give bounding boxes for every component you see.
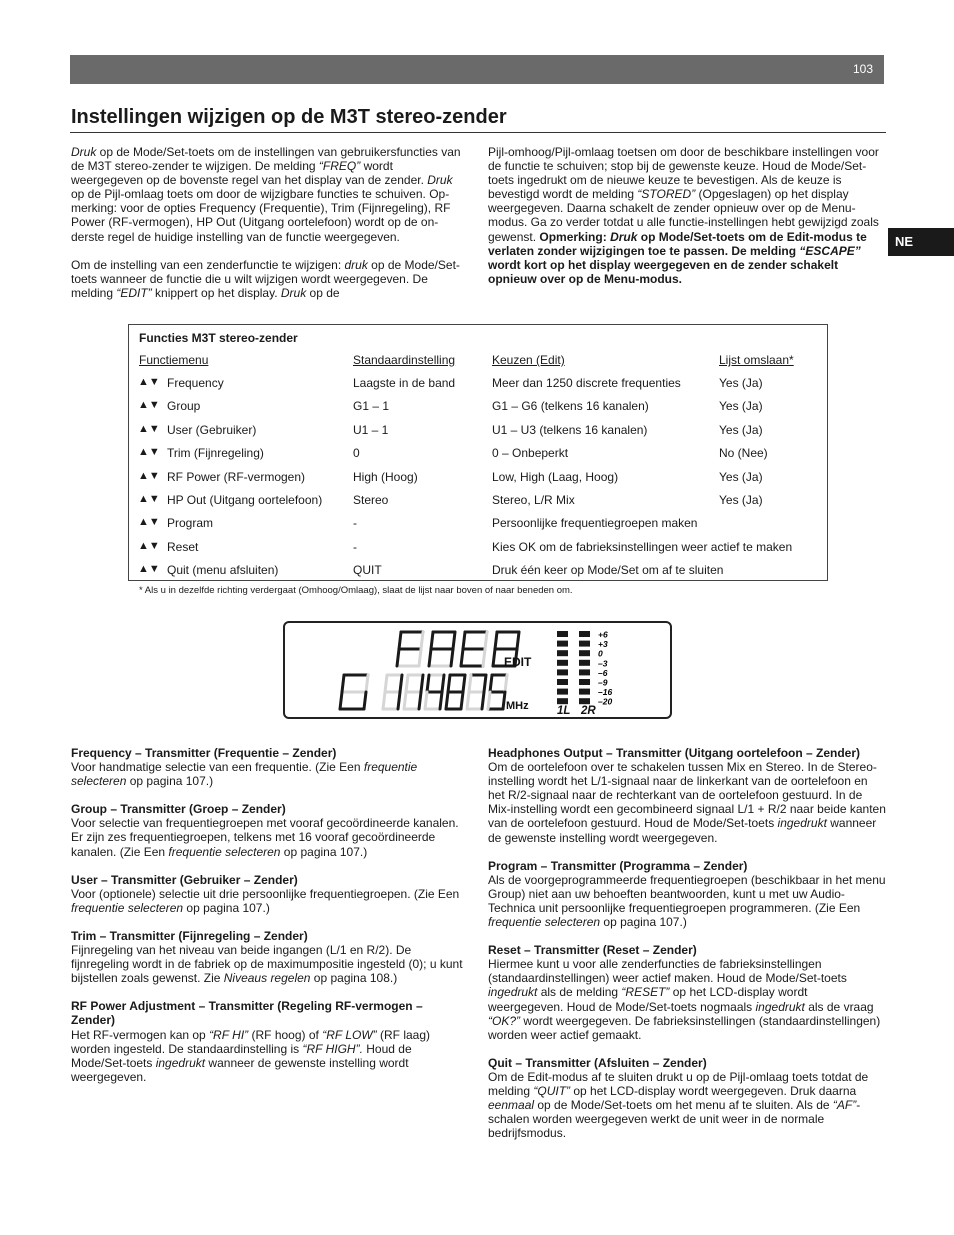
lcd-segment: [427, 675, 429, 692]
text-run: “FREQ”: [318, 159, 361, 174]
lcd-segment: [461, 649, 463, 666]
meter-segment: [557, 698, 568, 704]
header-bar: [70, 55, 884, 84]
text-run: op pagina 107.): [280, 844, 368, 859]
table-cell: Low, High (Laag, Hoog): [492, 469, 619, 484]
section-body: [71, 887, 466, 915]
table-cell: No (Nee): [719, 446, 768, 461]
text-run: ingedrukt: [755, 999, 805, 1014]
lcd-segment: [488, 692, 490, 709]
section-body: [71, 816, 466, 858]
intro-paragraph: [488, 145, 886, 286]
table-cell: Group: [167, 399, 201, 414]
table-cell: U1 – 1: [353, 422, 389, 437]
meter-scale-label: –6: [598, 667, 608, 678]
text-run: eenmaal: [488, 1098, 535, 1113]
table-cell: Meer dan 1250 discrete frequenties: [492, 376, 681, 390]
text-run: op het LCD-display wordt weergegeven. Houd de Mode/Set-toets nogmaals: [488, 985, 808, 1014]
arrow-icon: ▲▼: [138, 446, 160, 459]
section-heading: Group – Transmitter (Groep – Zender): [71, 802, 286, 817]
text-run: druk: [344, 257, 368, 272]
lcd-segment: [421, 632, 423, 649]
table-cell: Yes (Ja): [719, 469, 763, 484]
text-run: Niveaus regelen: [223, 971, 311, 986]
table-cell: Frequency: [167, 376, 224, 390]
page-title: Instellingen wijzigen op de M3T stereo-zender: [71, 106, 507, 128]
lcd-segment: [483, 649, 485, 666]
lcd-segment: [397, 649, 399, 666]
text-run: op de: [306, 285, 340, 300]
text-run: “STORED”: [637, 187, 696, 202]
lcd-segment: [469, 675, 471, 692]
section-body: [488, 1070, 886, 1140]
lcd-segment: [484, 675, 486, 692]
title-rule: [70, 132, 886, 133]
meter-scale-label: –20: [598, 696, 613, 707]
arrow-icon: ▲▼: [138, 493, 160, 505]
meter-segment: [579, 631, 590, 637]
section-body: [71, 760, 466, 788]
sections-left: [71, 746, 466, 1084]
lcd-segment: [463, 675, 465, 692]
meter-segment: [557, 679, 568, 685]
text-run: Voor handmatige selectie van een frequentie. (Zie Een: [71, 760, 364, 775]
text-run: Voor (optionele) selectie uit drie persoonlijke frequentiegroepen. (Zie Een: [71, 886, 460, 901]
text-run: Pijl-omhoog/Pijl-omlaag toetsen om door de beschikbare instellingen voor de functie te schuiven; stop bij de gewenste keuze. Houd de Mode/Set-toets ingedrukt om de nieuwe keuze te bevestigen. Als de keuze is bevestigd wordt de melding: [488, 145, 879, 202]
text-run: op de Mode/Set-toets wanneer de functie die u wilt wijzigen wordt weergegeven. De melding: [71, 257, 460, 300]
edit-indicator: EDIT: [504, 655, 532, 669]
lcd-digits: [340, 632, 519, 709]
meter-segment: [557, 631, 568, 637]
lcd-segment: [385, 675, 387, 692]
table-cell: RF Power (RF-vermogen): [167, 469, 306, 484]
text-run: op pagina 107.): [183, 900, 270, 915]
text-run: wordt weergegeven op de bovenste regel van het display van de zender.: [71, 159, 428, 188]
table-cell: Reset: [167, 539, 199, 554]
text-run: “RESET”: [621, 985, 670, 1000]
text-run: op de Mode/Set-toets om de instellingen van gebruikersfuncties van de M3T stereo-zender te wijzigen. De melding: [71, 145, 461, 174]
text-run: op Mode/Set-toets om de Edit-modus te verlaten zonder wijzigingen toe te passen. De melding: [488, 229, 867, 258]
lcd-segment: [448, 675, 450, 692]
lcd-segment: [383, 692, 385, 709]
text-run: Druk: [71, 145, 97, 159]
text-run: -schalen worden weergegeven werkt de unit weer in de normale bedrijfsmodus.: [488, 1098, 861, 1141]
lcd-display: [283, 621, 672, 719]
intro-paragraph: [71, 145, 461, 244]
section-heading: Trim – Transmitter (Fijnregeling – Zender): [71, 928, 308, 943]
meter-scale-label: –9: [598, 677, 608, 688]
section-heading: User – Transmitter (Gebruiker – Zender): [71, 872, 298, 887]
lcd-segment: [404, 692, 406, 709]
functions-table: [128, 324, 828, 581]
text-run: Hiermee kunt u voor alle zenderfuncties de fabrieksinstellingen (standaardinstellingen) weer actief maken. Houd de Mode/Set-toets: [488, 957, 847, 986]
lcd-segment: [517, 632, 519, 649]
lcd-segment: [442, 675, 444, 692]
lcd-segment: [482, 692, 484, 709]
text-run: op de Mode/Set-toets om het menu af te sluiten. Als de: [534, 1098, 833, 1113]
table-title: Functies M3T stereo-zender: [139, 331, 298, 345]
text-run: wordt weergegeven. De fabrieksinstellingen (standaardinstellingen) worden weer actief gemaakt.: [488, 1013, 881, 1042]
text-run: op pagina 108.): [310, 971, 398, 986]
sections-right: [488, 746, 886, 1140]
section-body: [71, 943, 466, 985]
text-run: op pagina 107.): [600, 915, 687, 930]
text-run: Om de instelling van een zenderfunctie te wijzigen:: [71, 257, 345, 272]
table-cell: G1 – 1: [353, 399, 390, 414]
table-cell: Quit (menu afsluiten): [167, 563, 279, 578]
text-run: op het LCD-display wordt weergegeven. Druk daarna: [570, 1083, 857, 1098]
text-run: Als de voorgeprogrammeerde frequentiegroepen (beschikbaar in het menu Group) niet aan uw behoeften beantwoorden, kunt u met uw Audio-Technica unit persoonlijke frequentiegroepen programmeren. (Zie Een: [488, 872, 886, 915]
text-run: (Opgeslagen) op het display weergegeven. Daarna schakelt de zender opnieuw over op de Menu-modus. Ga zo verder totdat u alle functie-instellingen hebt gewijzigd zoals gewenst.: [488, 187, 879, 244]
text-run: wanneer de gewenste instelling wordt weergegeven.: [71, 1055, 409, 1084]
table-cell: Laagste in de band: [353, 376, 456, 390]
lcd-graphic: [285, 623, 670, 717]
arrow-icon: ▲▼: [138, 376, 160, 388]
arrow-icon: ▲▼: [138, 399, 160, 412]
text-run: “RF HI”: [209, 1027, 249, 1042]
text-run: op pagina 107.): [126, 774, 214, 789]
section-heading: Quit – Transmitter (Afsluiten – Zender): [488, 1055, 707, 1070]
lcd-segment: [364, 692, 366, 709]
text-run: frequentie selecteren: [71, 760, 418, 789]
meter-scale-label: +6: [598, 629, 608, 640]
table-cell: 0 – Onbeperkt: [492, 446, 569, 461]
lcd-segment: [406, 675, 408, 692]
lcd-segment: [419, 692, 421, 709]
section-heading: Frequency – Transmitter (Frequentie – Zender): [71, 746, 337, 760]
lcd-segment: [503, 692, 505, 709]
text-run: Om de oortelefoon over te schakelen tussen Mix en Stereo. In de Stereo-instelling wordt het L/1-signaal naar de linkerkant van de oortelefoon en het R/2-signaal naar de rechterkant van de oortelefoon gestuurd. In de Mix-instelling wordt een gecombineerd signaal L/1 + R/2 naar beide kanten van de oortelefoon gestuurd. Houd de Mode/Set-toets: [488, 760, 886, 831]
table-cell: High (Hoog): [353, 469, 418, 484]
table-cell: Trim (Fijnregeling): [167, 446, 264, 461]
lcd-segment: [342, 675, 344, 692]
table-cell: Yes (Ja): [719, 376, 763, 390]
text-run: “QUIT”: [533, 1083, 571, 1098]
lcd-segment: [463, 632, 465, 649]
text-run: wanneer de gewenste instelling wordt weergegeven.: [488, 816, 877, 845]
section-heading: Program – Transmitter (Programma – Zender): [488, 858, 748, 873]
text-run: “RF LOW”: [322, 1027, 377, 1042]
lcd-segment: [495, 632, 497, 649]
table-cell: G1 – G6 (telkens 16 kanalen): [492, 399, 649, 414]
section-body: [488, 957, 886, 1042]
text-run: knippert op het display.: [151, 285, 281, 300]
meter-segment: [557, 641, 568, 647]
text-run: “OK?”: [488, 1013, 521, 1028]
lcd-segment: [421, 675, 423, 692]
arrow-icon: ▲▼: [138, 422, 160, 435]
intro-right: [488, 145, 886, 286]
lcd-segment: [453, 632, 455, 649]
meter-segment: [579, 660, 590, 666]
section-heading: Headphones Output – Transmitter (Uitgang oortelefoon – Zender): [488, 746, 861, 760]
meter-scale-label: –3: [598, 658, 608, 669]
table-cell: Druk één keer op Mode/Set om af te sluiten: [492, 563, 724, 578]
text-run: frequentie selecteren: [71, 900, 184, 915]
text-run: “AF”: [832, 1098, 857, 1113]
text-run: op de Pijl-omlaag toets om door de wijzigbare functies te schuiven. Opmerking: voor de opties Frequency (Frequentie), Trim (Fijnregeling), RF Power (RF-vermogen), HP Out (Uitgang oortelefoon) wordt op de onderste regel de huidige instelling van de functie weergegeven.: [71, 187, 451, 244]
lcd-segment: [505, 675, 507, 692]
table-header: Functiemenu: [139, 353, 209, 367]
text-run: wordt kort op het display weergegeven en de zender schakelt opnieuw over op de Menu-modus.: [488, 257, 839, 286]
table-cell: Kies OK om de fabrieksinstellingen weer actief te maken: [492, 539, 793, 554]
meter-segment: [557, 689, 568, 695]
table-cell: Stereo, L/R Mix: [492, 493, 575, 507]
table-footnote: * Als u in dezelfde richting verdergaat (Omhoog/Omlaag), slaat de lijst naar boven of naar beneden om.: [139, 585, 573, 596]
lcd-segment: [493, 649, 495, 666]
table-cell: 0: [353, 446, 360, 461]
table-cell: HP Out (Uitgang oortelefoon): [167, 493, 323, 507]
text-run: als de vraag: [804, 999, 874, 1014]
arrow-icon: ▲▼: [138, 469, 160, 482]
text-run: “EDIT”: [116, 285, 152, 300]
table-header: Lijst omslaan*: [719, 353, 794, 367]
meter-scale-label: –16: [598, 687, 613, 698]
table-cell: Stereo: [353, 493, 389, 507]
meter-segment: [557, 660, 568, 666]
table-cell: -: [353, 539, 357, 554]
lcd-segment: [366, 675, 368, 692]
meter-segment: [579, 641, 590, 647]
lcd-segment: [451, 649, 453, 666]
intro-paragraph: [71, 258, 461, 300]
meter-segment: [579, 679, 590, 685]
text-run: (RF hoog) of: [248, 1027, 323, 1042]
section-body: [488, 760, 886, 845]
page-number: 103: [852, 62, 873, 76]
table-cell: QUIT: [353, 563, 382, 578]
arrow-icon: ▲▼: [138, 563, 160, 576]
meter-segment: [579, 689, 590, 695]
arrow-icon: ▲▼: [138, 516, 160, 529]
section-heading: RF Power Adjustment – Transmitter (Regeling RF-vermogen – Zender): [71, 999, 423, 1028]
table-cell: User (Gebruiker): [167, 422, 257, 437]
text-run: als de melding: [537, 985, 622, 1000]
lcd-segment: [461, 692, 463, 709]
table-cell: U1 – U3 (telkens 16 kanalen): [492, 422, 648, 437]
lcd-segment: [400, 675, 402, 692]
lcd-segment: [419, 649, 421, 666]
lcd-segment: [399, 632, 401, 649]
meter-scale-label: +3: [598, 639, 608, 650]
text-run: Voor selectie van frequentiegroepen met vooraf gecoördineerde kanalen. Er zijn zes frequentiegroepen, telkens met 16 vooraf gecoördineerde kanalen. (Zie Een: [71, 816, 459, 859]
text-run: (RF laag) worden ingesteld. De standaardinstelling is: [71, 1027, 430, 1056]
text-run: Druk: [610, 229, 638, 244]
meter-segment: [579, 698, 590, 704]
text-run: “RF HIGH”.: [302, 1041, 363, 1056]
channel-right-label: 2R: [581, 705, 596, 717]
section-body: [71, 1028, 466, 1084]
text-run: Om de Edit-modus af te sluiten drukt u op de Pijl-omlaag toets totdat de melding: [488, 1069, 869, 1098]
table-cell: Yes (Ja): [719, 399, 763, 414]
lcd-segment: [425, 692, 427, 709]
text-run: Het RF-vermogen kan op: [71, 1027, 210, 1042]
text-run: frequentie selecteren: [168, 844, 281, 859]
channel-left-label: 1L: [557, 705, 571, 717]
lcd-segment: [440, 692, 442, 709]
text-run: “ESCAPE”: [799, 243, 861, 258]
level-meters: [557, 630, 612, 707]
table-cell: Yes (Ja): [719, 422, 763, 437]
table-header: Standaardinstelling: [353, 353, 456, 367]
text-run: Druk: [280, 285, 307, 300]
meter-segment: [579, 669, 590, 675]
arrow-icon: ▲▼: [138, 539, 160, 552]
text-run: frequentie selecteren: [488, 915, 601, 930]
meter-segment: [579, 650, 590, 656]
lcd-segment: [340, 692, 342, 709]
section-body: [488, 873, 886, 929]
language-tab: NE: [888, 228, 954, 256]
text-run: ingedrukt: [488, 985, 538, 1000]
lcd-segment: [467, 692, 469, 709]
text-run: Fijnregeling van het niveau van beide ingangen (L/1 en R/2). De fijnregeling wordt in de fabriek op de maximumpositie ingesteld (0); u kunt bijstellen zoals gewenst. Zie: [71, 943, 463, 986]
text-run: ingedrukt: [155, 1055, 206, 1070]
meter-scale-label: 0: [598, 648, 603, 659]
text-run: ingedrukt: [777, 816, 827, 831]
text-run: Houd de Mode/Set-toets: [71, 1041, 412, 1070]
mhz-indicator: MHz: [506, 700, 529, 712]
lcd-segment: [490, 675, 492, 692]
lcd-segment: [446, 692, 448, 709]
table-cell: Program: [167, 516, 214, 531]
text-run: Opmerking:: [539, 229, 611, 244]
meter-segment: [557, 669, 568, 675]
table-cell: -: [353, 516, 357, 531]
intro-left: [71, 145, 461, 300]
table-header: Keuzen (Edit): [492, 353, 565, 367]
table-cell: Persoonlijke frequentiegroepen maken: [492, 516, 698, 531]
table-cell: Yes (Ja): [719, 493, 763, 507]
meter-segment: [557, 650, 568, 656]
text-run: Druk: [427, 173, 453, 188]
section-heading: Reset – Transmitter (Reset – Zender): [488, 943, 697, 958]
lcd-segment: [398, 692, 400, 709]
lcd-segment: [485, 632, 487, 649]
lcd-segment: [431, 632, 433, 649]
lcd-segment: [429, 649, 431, 666]
